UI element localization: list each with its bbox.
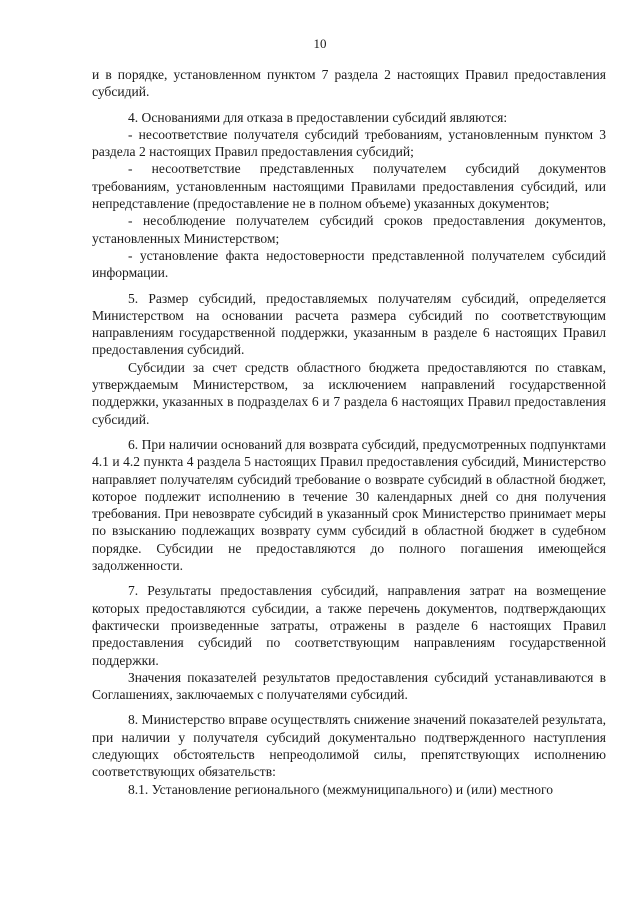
paragraph-item-7-values: Значения показателей результатов предоставления субсидий устанавливаются в Соглашениях, заключаемых с получателями субсидий. bbox=[92, 669, 606, 703]
paragraph-item-8-1: 8.1. Установление регионального (межмуниципального) и (или) местного bbox=[128, 781, 553, 797]
paragraph-item-5-rates: Субсидии за счет средств областного бюджета предоставляются по ставкам, утверждаемым Министерством, за исключением направлений государственной поддержки, указанных в подразделах 6 и 7 раздела 6 настоящих Правил предоставления субсидий. bbox=[92, 359, 606, 427]
list-item-refusal-1: - несоответствие получателя субсидий требованиям, установленным пунктом 3 раздела 2 настоящих Правил предоставления субсидий; bbox=[92, 126, 606, 160]
list-item-refusal-2: - несоответствие представленных получателем субсидий документов требованиям, установленным настоящими Правилами предоставления субсидий, или непредставление (предоставление не в полном объеме) указанных документов; bbox=[92, 161, 606, 212]
document-body bbox=[92, 66, 606, 798]
page-number: 10 bbox=[313, 36, 327, 51]
paragraph-item-6: 6. При наличии оснований для возврата субсидий, предусмотренных подпунктами 4.1 и 4.2 пункта 4 раздела 5 настоящих Правил предоставления субсидий, Министерство направляет получателям субсидий требование о возврате субсидий в областной бюджет, которое подлежит исполнению в течение 30 календарных дней со дня получения требования. При невозврате субсидий в указанный срок Министерство принимает меры по взысканию подлежащих возврату сумм субсидий в областной бюджет в судебном порядке. Субсидии не предоставляются до полного погашения имеющейся задолженности. bbox=[92, 436, 606, 574]
paragraph-item-4: 4. Основаниями для отказа в предоставлении субсидий являются: bbox=[128, 109, 508, 125]
list-item-refusal-4: - установление факта недостоверности представленной получателем субсидий информации. bbox=[92, 247, 606, 281]
paragraph-item-5: 5. Размер субсидий, предоставляемых получателям субсидий, определяется Министерством на основании расчета размера субсидий по соответствующим направлениям государственной поддержки, указанным в разделе 6 настоящих Правил предоставления субсидий. bbox=[92, 290, 606, 358]
paragraph-item-8: 8. Министерство вправе осуществлять снижение значений показателей результата, при наличии у получателя субсидий документально подтвержденного наступления следующих обстоятельств непреодолимой силы, препятствующих исполнению соответствующих обязательств: bbox=[92, 712, 606, 780]
paragraph-item-7: 7. Результаты предоставления субсидий, направления затрат на возмещение которых предоставляются субсидии, а также перечень документов, подтверждающих фактически произведенные затраты, отражены в разделе 6 настоящих Правил предоставления субсидий по соответствующим направлениям государственной поддержки. bbox=[92, 583, 606, 668]
paragraph-continuation: и в порядке, установленном пунктом 7 раздела 2 настоящих Правил предоставления субсидий. bbox=[92, 67, 606, 100]
list-item-refusal-3: - несоблюдение получателем субсидий сроков предоставления документов, установленных Министерством; bbox=[92, 213, 606, 246]
